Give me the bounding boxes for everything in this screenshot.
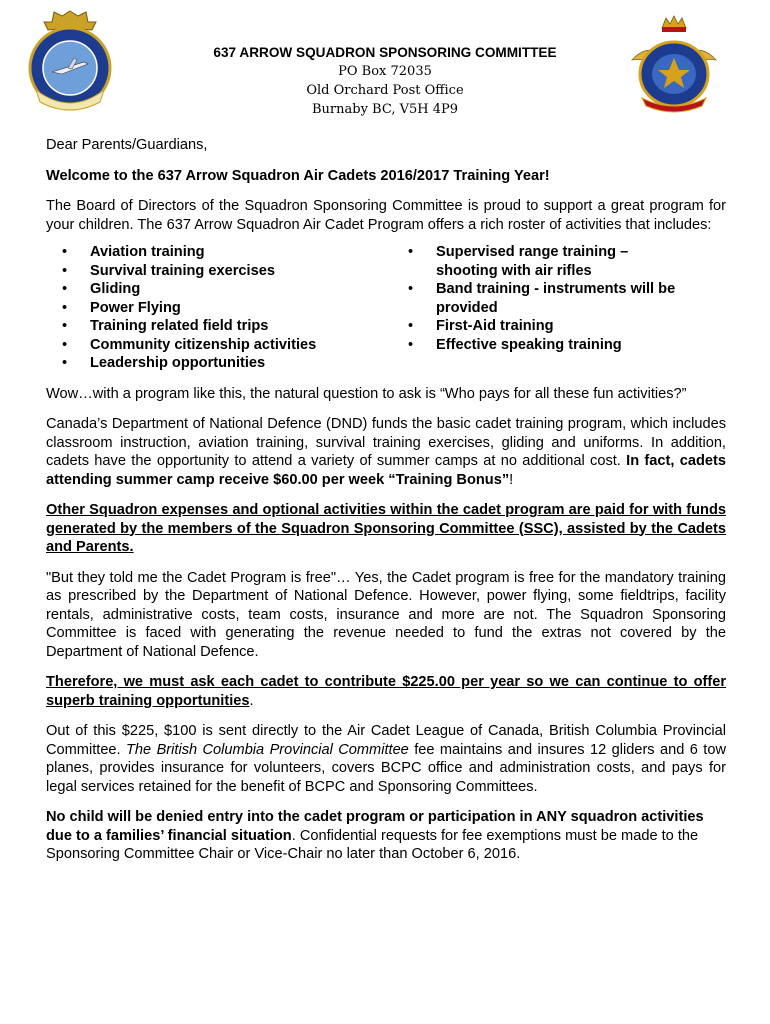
- address-city: Burnaby BC, V5H 4P9: [311, 102, 459, 117]
- address-po-box: PO Box 72035: [338, 64, 432, 79]
- contribution-text: Therefore, we must ask each cadet to contribute $225.00 per year so we can continue to offer superb training opportunities: [46, 674, 726, 709]
- bcpc-italic: The British Columbia Provincial Committee: [126, 741, 409, 758]
- list-item: • Gliding: [46, 280, 392, 299]
- intro-paragraph: The Board of Directors of the Squadron Sponsoring Committee is proud to support a great program for your children. The 637 Arrow Squadron Air Cadet Program offers a rich roster of activities that includes:: [46, 198, 726, 233]
- activities-lists: [46, 243, 726, 373]
- list-item: • Survival training exercises: [46, 262, 392, 281]
- contribution-end: .: [249, 692, 254, 709]
- no-child-rest: . Confidential requests for fee exemptions must be made to the Sponsoring Committee Chair or Vice-Chair no later than October 6, 2016.: [46, 827, 699, 862]
- bcpc-part1: Out of this $225, $100 is sent directly to the Air Cadet League of Canada, British Columbia Provincial Committee.: [46, 723, 726, 758]
- bcpc-part2: fee maintains and insures 12 gliders and 6 tow planes, provides insurance for volunteers, covers BCPC office and administration costs, and pays for legal services retained for the benefit of BCPC and Sponsoring Committees.: [46, 741, 726, 795]
- greeting: Dear Parents/Guardians,: [46, 137, 208, 153]
- other-expenses-paragraph: Other Squadron expenses and optional activities within the cadet program are paid for with funds generated by the members of the Squadron Sponsoring Committee (SSC), assisted by the Cadets and Parents.: [46, 502, 726, 555]
- list-item: • Supervised range training – shooting with air rifles: [392, 243, 692, 280]
- list-item: • Aviation training: [46, 243, 392, 262]
- dnd-text: Canada’s Department of National Defence (DND) funds the basic cadet training program, which includes classroom instruction, aviation training, survival training exercises, gliding and uniforms. In addition, cadets have the opportunity to attend a variety of summer camps at no additional cost.: [46, 416, 726, 469]
- list-item: • Training related field trips: [46, 317, 392, 336]
- no-child-paragraph: [46, 808, 726, 864]
- contribution-paragraph: [46, 673, 726, 710]
- letterhead: [120, 44, 650, 119]
- list-item: • Band training - instruments will be provided: [392, 280, 692, 317]
- list-item: • Community citizenship activities: [46, 336, 392, 355]
- squadron-crest-logo: [22, 8, 118, 112]
- committee-name: 637 ARROW SQUADRON SPONSORING COMMITTEE: [213, 45, 557, 60]
- dnd-end: !: [509, 471, 514, 488]
- list-item: • Effective speaking training: [392, 336, 692, 355]
- program-free-paragraph: "But they told me the Cadet Program is free"… Yes, the Cadet program is free for the mandatory training as prescribed by the Department of National Defence. However, power flying, some fieldtrips, facility rentals, administrative costs, team costs, insurance and more are not. The Squadron Sponsoring Committee is faced with generating the revenue needed to fund the extras not covered by the Department of National Defence.: [46, 569, 726, 660]
- activities-list-right: [392, 243, 692, 373]
- no-child-bold: No child will be denied entry into the cadet program or participation in ANY squadron activities due to a families’ financial situation: [46, 809, 704, 844]
- list-item: • First-Aid training: [392, 317, 692, 336]
- welcome-heading: Welcome to the 637 Arrow Squadron Air Cadets 2016/2017 Training Year!: [46, 167, 550, 184]
- list-item: • Leadership opportunities: [46, 354, 392, 373]
- training-bonus-text: In fact, cadets attending summer camp receive $60.00 per week “Training Bonus”: [46, 453, 726, 488]
- dnd-paragraph: [46, 415, 726, 489]
- list-item: • Power Flying: [46, 299, 392, 318]
- bcpc-paragraph: [46, 722, 726, 796]
- address-post-office: Old Orchard Post Office: [306, 83, 464, 98]
- activities-list-left: [46, 243, 392, 373]
- funding-question: Wow…with a program like this, the natural question to ask is “Who pays for all these fun activities?”: [46, 385, 687, 402]
- letter-body: [46, 136, 726, 876]
